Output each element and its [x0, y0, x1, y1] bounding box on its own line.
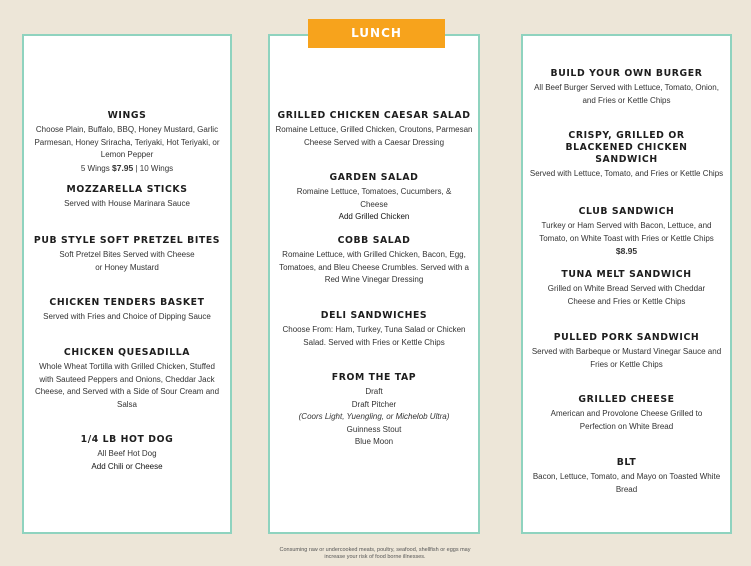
item-name: PUB STYLE SOFT PRETZEL BITES	[33, 235, 221, 246]
item-name: CRISPY, GRILLED OR BLACKENED CHICKEN SANDWICH	[565, 130, 688, 165]
menu-item-from-the-tap	[274, 372, 474, 449]
item-description: Choose From: Ham, Turkey, Tuna Salad or Chicken Salad. Served with Fries or Kettle Chips	[282, 325, 466, 347]
item-description: Turkey or Ham Served with Bacon, Lettuce, and Tomato, on White Toast with Fries or Kettle Chips	[539, 221, 714, 243]
lunch-badge: LUNCH	[308, 19, 445, 48]
menu-column-left	[22, 34, 232, 534]
item-name: 1/4 LB HOT DOG	[80, 434, 174, 445]
item-description: Soft Pretzel Bites Served with Cheese or Honey Mustard	[59, 250, 195, 272]
item-description: Whole Wheat Tortilla with Grilled Chicken, Stuffed with Sauteed Peppers and Onions, Cheddar Jack Cheese, and Served with a Side of Sour Cream and Salsa	[34, 362, 220, 409]
food-safety-footnote: Consuming raw or undercooked meats, poultry, seafood, shellfish or eggs may increase your risk of food borne illnesses.	[279, 547, 471, 560]
menu-column-middle	[268, 34, 480, 534]
item-description: Served with Fries and Choice of Dipping Sauce	[43, 312, 211, 321]
item-name: GRILLED CHEESE	[578, 394, 675, 405]
item-description: Romaine Lettuce, Grilled Chicken, Croutons, Parmesan Cheese Served with a Caesar Dressing	[275, 125, 473, 147]
tap-line: Draft	[365, 387, 383, 396]
item-description: Served with Lettuce, Tomato, and Fries or Kettle Chips	[529, 169, 724, 178]
menu-item-burger	[527, 68, 726, 107]
menu-item-wings	[28, 110, 226, 175]
item-price-line: 5 Wings $7.95 | 10 Wings	[80, 162, 174, 173]
menu-item-hot-dog	[28, 434, 226, 473]
item-description: Romaine Lettuce, with Grilled Chicken, Bacon, Egg, Tomatoes, and Bleu Cheese Crumbles. Served with a Red Wine Vinegar Dressing	[279, 250, 469, 284]
menu-item-tuna-melt	[527, 269, 726, 308]
menu-item-caesar-salad	[274, 110, 474, 149]
item-description: American and Provolone Cheese Grilled to Perfection on White Bread	[550, 409, 703, 431]
item-name: CLUB SANDWICH	[578, 206, 675, 217]
item-description: Served with House Marinara Sauce	[64, 199, 190, 208]
menu-item-garden-salad	[274, 172, 474, 224]
item-name: WINGS	[107, 110, 147, 121]
item-name: CHICKEN TENDERS BASKET	[49, 297, 205, 308]
tap-line: (Coors Light, Yuengling, or Michelob Ultra)	[298, 412, 450, 421]
tap-line: Guinness Stout	[346, 424, 402, 434]
item-price: $7.95	[111, 162, 134, 173]
menu-item-deli-sandwiches	[274, 310, 474, 349]
menu-item-mozzarella-sticks	[28, 184, 226, 211]
item-description: Choose Plain, Buffalo, BBQ, Honey Mustard, Garlic Parmesan, Honey Sriracha, Teriyaki, Hot Teriyaki, or Lemon Pepper	[34, 125, 220, 159]
item-description: All Beef Hot Dog	[97, 449, 157, 458]
item-description: Served with Barbeque or Mustard Vinegar Sauce and Fries or Kettle Chips	[531, 347, 722, 369]
item-name: DELI SANDWICHES	[320, 310, 428, 321]
menu-item-cobb-salad	[274, 235, 474, 287]
item-name: MOZZARELLA STICKS	[66, 184, 188, 195]
item-description: Grilled on White Bread Served with Cheddar Cheese and Fries or Kettle Chips	[547, 284, 706, 306]
item-name: FROM THE TAP	[331, 372, 417, 383]
item-name: COBB SALAD	[337, 235, 411, 246]
item-name: BUILD YOUR OWN BURGER	[550, 68, 703, 79]
item-name: BLT	[616, 457, 637, 468]
item-description: Bacon, Lettuce, Tomato, and Mayo on Toasted White Bread	[532, 472, 721, 494]
item-description: All Beef Burger Served with Lettuce, Tomato, Onion, and Fries or Kettle Chips	[534, 83, 719, 105]
item-name: GARDEN SALAD	[329, 172, 419, 183]
item-price: $8.95	[615, 246, 638, 256]
tap-line: Draft Pitcher	[351, 399, 397, 409]
menu-item-grilled-cheese	[527, 394, 726, 433]
menu-column-right	[521, 34, 732, 534]
item-name: CHICKEN QUESADILLA	[63, 347, 191, 358]
item-addon: Add Grilled Chicken	[338, 212, 410, 221]
item-name: GRILLED CHICKEN CAESAR SALAD	[277, 110, 471, 121]
menu-item-blt	[527, 457, 726, 496]
menu-item-chicken-quesadilla	[28, 347, 226, 411]
menu-item-chicken-sandwich	[527, 130, 726, 181]
menu-item-pulled-pork	[527, 332, 726, 371]
item-addon: Add Chili or Cheese	[91, 461, 163, 471]
item-name: TUNA MELT SANDWICH	[561, 269, 692, 280]
tap-line: Blue Moon	[354, 437, 394, 446]
menu-item-club-sandwich	[527, 206, 726, 258]
menu-item-chicken-tenders	[28, 297, 226, 324]
item-description: Romaine Lettuce, Tomatoes, Cucumbers, & Cheese	[296, 187, 452, 209]
menu-item-pretzel-bites	[28, 235, 226, 274]
item-name: PULLED PORK SANDWICH	[553, 332, 700, 343]
